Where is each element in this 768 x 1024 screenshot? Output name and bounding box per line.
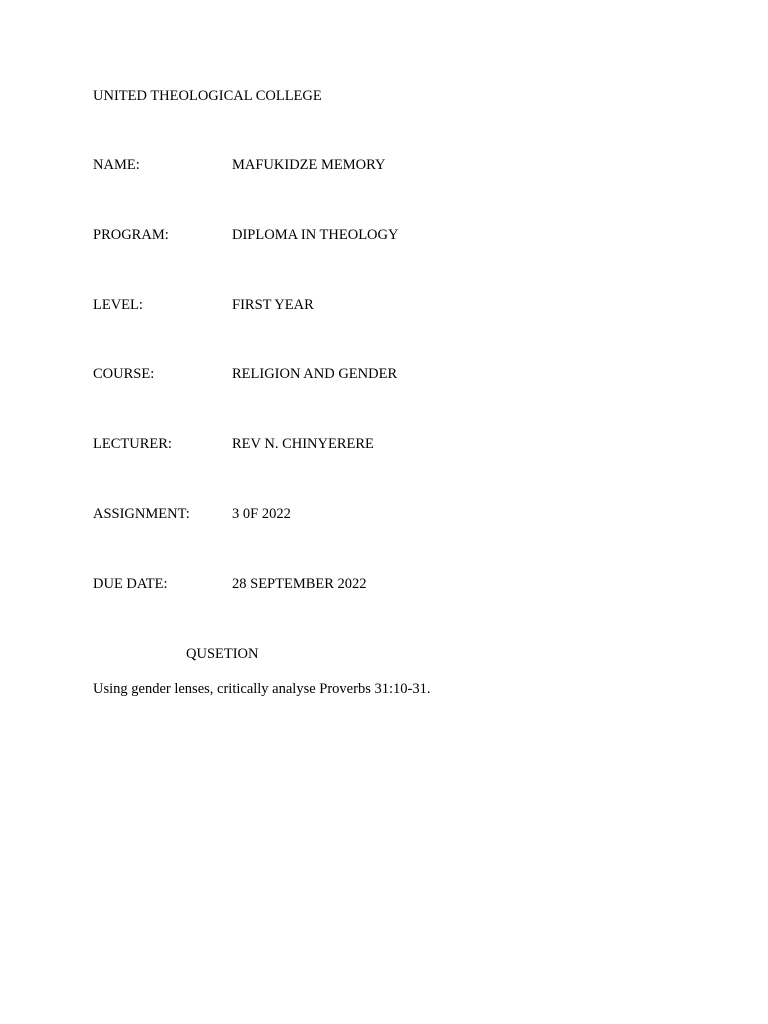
field-value: DIPLOMA IN THEOLOGY: [232, 227, 399, 243]
field-row-assignment: [93, 505, 291, 523]
college-title: UNITED THEOLOGICAL COLLEGE: [93, 88, 322, 104]
field-value: 3 0F 2022: [232, 506, 291, 522]
question-text: Using gender lenses, critically analyse Proverbs 31:10-31.: [93, 681, 431, 697]
field-row-lecturer: [93, 435, 374, 453]
field-row-program: [93, 226, 398, 244]
field-value: 28 SEPTEMBER 2022: [232, 576, 367, 592]
field-value: MAFUKIDZE MEMORY: [232, 157, 386, 173]
field-value: RELIGION AND GENDER: [232, 366, 398, 382]
question-heading: QUSETION: [186, 646, 259, 662]
field-label: PROGRAM:: [93, 227, 169, 243]
field-label: LEVEL:: [93, 297, 143, 313]
field-label: NAME:: [93, 157, 140, 173]
field-value: FIRST YEAR: [232, 297, 314, 313]
field-value: REV N. CHINYERERE: [232, 436, 374, 452]
field-label: LECTURER:: [93, 436, 172, 452]
field-label: DUE DATE:: [93, 576, 168, 592]
field-row-course: [93, 365, 397, 383]
field-row-name: [93, 156, 385, 174]
field-row-due-date: [93, 575, 367, 593]
field-label: ASSIGNMENT:: [93, 506, 190, 522]
field-row-level: [93, 296, 314, 314]
field-label: COURSE:: [93, 366, 155, 382]
